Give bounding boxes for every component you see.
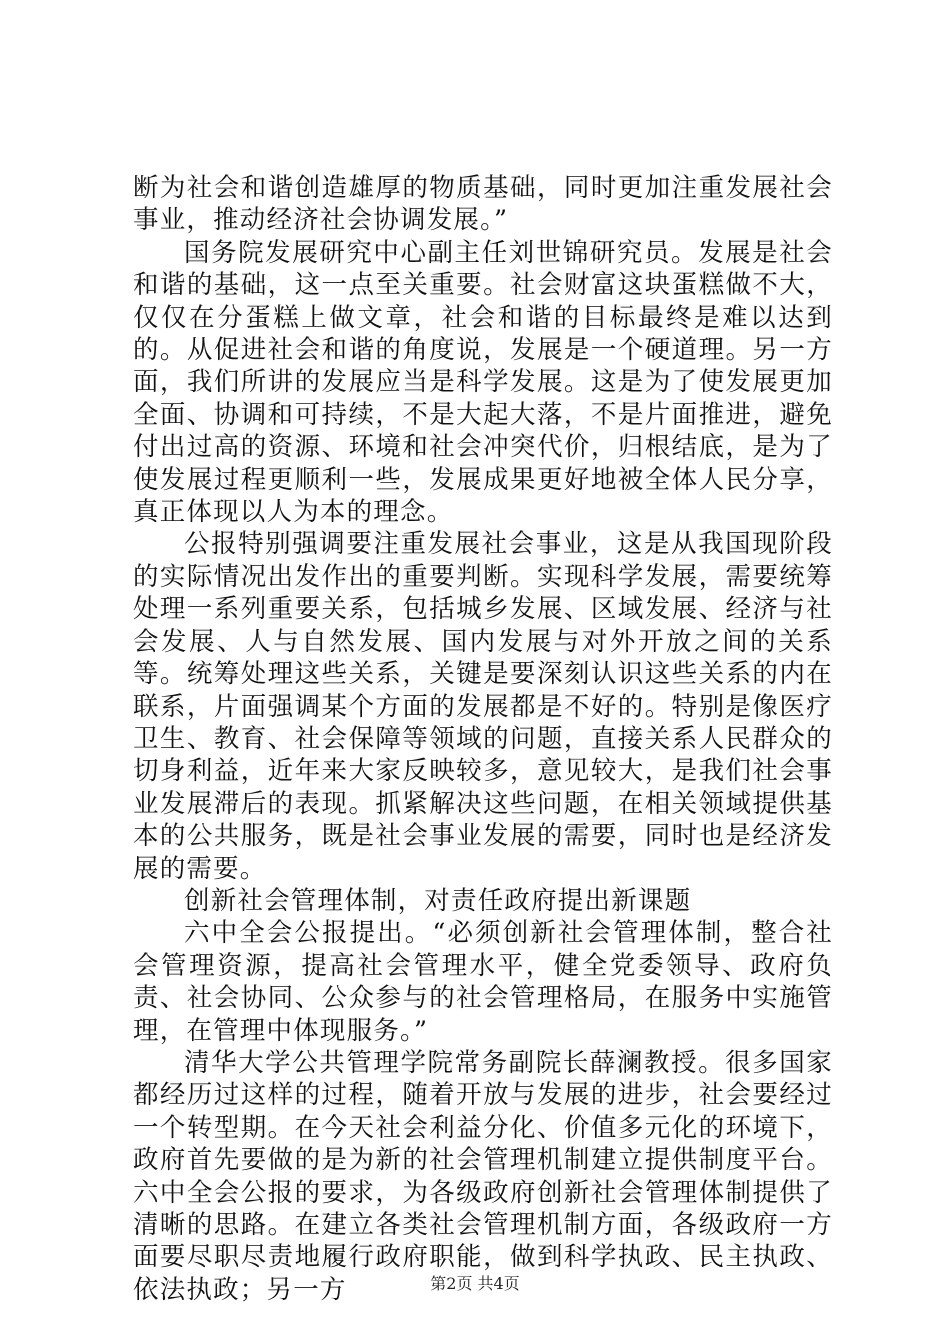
section-heading: 创新社会管理体制，对责任政府提出新课题 xyxy=(184,885,692,916)
document-body xyxy=(133,172,833,1306)
page-footer: 第2页 共4页 xyxy=(430,1274,520,1293)
paragraph-5: 六中全会公报提出。“必须创新社会管理体制，整合社会管理资源，提高社会管理水平，健全党委领导、政府负责、社会协同、公众参与的社会管理格局，在服务中实施管理，在管理中体现服务。” xyxy=(133,918,833,1046)
paragraph-2: 国务院发展研究中心副主任刘世锦研究员。发展是社会和谐的基础，这一点至关重要。社会财富这块蛋糕做不大，仅仅在分蛋糕上做文章，社会和谐的目标最终是难以达到的。从促进社会和谐的角度说，发展是一个硬道理。另一方面，我们所讲的发展应当是科学发展。这是为了使发展更加全面、协调和可持续，不是大起大落，不是片面推进，避免付出过高的资源、环境和社会冲突代价，归根结底，是为了使发展过程更顺利一些，发展成果更好地被全体人民分享，真正体现以人为本的理念。 xyxy=(133,237,833,528)
paragraph-3: 公报特别强调要注重发展社会事业，这是从我国现阶段的实际情况出发作出的重要判断。实现科学发展，需要统筹处理一系列重要关系，包括城乡发展、区域发展、经济与社会发展、人与自然发展、国内发展与对外开放之间的关系等。统筹处理这些关系，关键是要深刻认识这些关系的内在联系，片面强调某个方面的发展都是不好的。特别是像医疗卫生、教育、社会保障等领域的问题，直接关系人民群众的切身利益，近年来大家反映较多，意见较大，是我们社会事业发展滞后的表现。抓紧解决这些问题，在相关领域提供基本的公共服务，既是社会事业发展的需要，同时也是经济发展的需要。 xyxy=(133,529,833,884)
paragraph-1: 断为社会和谐创造雄厚的物质基础，同时更加注重发展社会事业，推动经济社会协调发展。” xyxy=(133,173,833,236)
paragraph-6: 清华大学公共管理学院常务副院长薛澜教授。很多国家都经历过这样的过程，随着开放与发展的进步，社会要经过一个转型期。在今天社会利益分化、价值多元化的环境下，政府首先要做的是为新的社会管理机制建立提供制度平台。六中全会公报的要求，为各级政府创新社会管理体制提供了清晰的思路。在建立各类社会管理机制方面，各级政府一方面要尽职尽责地履行政府职能，做到科学执政、民主执政、依法执政；另一方 xyxy=(133,1047,833,1305)
